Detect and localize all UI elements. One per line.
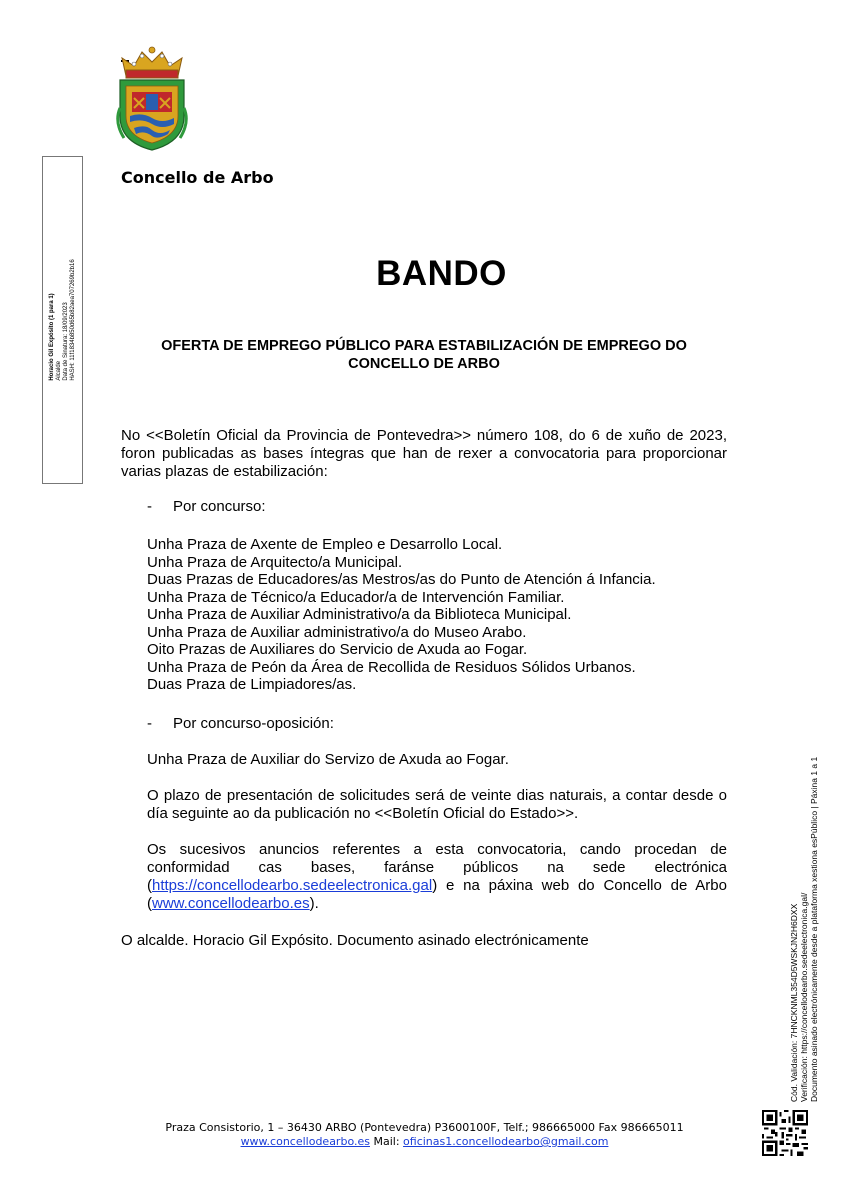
bullet-dash: -: [147, 715, 152, 732]
deadline-paragraph: O plazo de presentación de solicitudes será de veinte dias naturais, a contar desde o día seguinte ao da publicación no <<Boletín Oficial do Estado>>.: [147, 787, 727, 822]
list-item: Oito Prazas de Auxiliares do Servicio de Axuda ao Fogar.: [147, 641, 528, 658]
footer: [0, 1121, 849, 1149]
signature-stamp: [42, 156, 83, 484]
announcements-text: Os sucesivos anuncios referentes a esta convocatoria, cando procedan de conformidad cas bases, faránse públicos na sede electrónica (: [147, 841, 727, 894]
signer-name: Horacio Gil Expósito (1 para 1): [48, 293, 55, 381]
list-item: Duas Praza de Limpiadores/as.: [147, 676, 357, 693]
footer-mail-label: Mail:: [373, 1135, 400, 1148]
website-link[interactable]: www.concellodearbo.es: [152, 895, 310, 912]
section-label: Por concurso-oposición:: [173, 715, 334, 732]
footer-email-link[interactable]: oficinas1.concellodearbo@gmail.com: [403, 1135, 609, 1148]
coat-of-arms-icon: [112, 46, 192, 152]
signoff: O alcalde. Horacio Gil Expósito. Documento asinado electrónicamente: [121, 932, 589, 949]
list-item: Unha Praza de Técnico/a Educador/a de Intervención Familiar.: [147, 588, 565, 606]
footer-address: Praza Consistorio, 1 – 36430 ARBO (Pontevedra) P3600100F, Telf.; 986665000 Fax 986665011: [165, 1121, 684, 1134]
list-item: Unha Praza de Auxiliar Administrativo/a da Biblioteca Municipal.: [147, 606, 572, 623]
footer-web-link[interactable]: www.concellodearbo.es: [240, 1135, 370, 1148]
concurso-oposicion-positions-list: [147, 751, 727, 769]
validation-url: Verificación: https://concellodearbo.sedeelectronica.gal/: [799, 892, 809, 1102]
concurso-positions-list: [147, 536, 727, 694]
validation-platform: Documento asinado electrónicamente desde a plataforma xestiona esPúblico | Páxina 1 a 1: [809, 756, 819, 1102]
list-item: Unha Praza de Auxiliar administrativo/a do Museo Arabo.: [147, 623, 527, 641]
list-item: Duas Prazas de Educadores/as Mestros/as do Punto de Atención á Infancia.: [147, 571, 656, 588]
intro-paragraph: No <<Boletín Oficial da Provincia de Pontevedra>> número 108, do 6 de xuño de 2023, foron publicadas as bases íntegras que han de rexer a convocatoria para proporcionar varias plazas de estabilización:: [121, 427, 727, 480]
signer-role: Alcalde: [55, 360, 62, 381]
announcements-text-end: ).: [309, 895, 319, 912]
footer-contact: [0, 1135, 849, 1149]
list-item: Unha Praza de Axente de Empleo e Desarrollo Local.: [147, 536, 503, 553]
section-label: Por concurso:: [173, 498, 266, 515]
list-item: Unha Praza de Peón da Área de Recollida de Residuos Sólidos Urbanos.: [147, 658, 636, 676]
announcements-paragraph: [147, 841, 727, 913]
signature-hash: HASH: 11f1834b850d65b82aea707269b2b16: [69, 259, 76, 381]
list-item: Unha Praza de Auxiliar do Servizo de Axuda ao Fogar.: [147, 751, 509, 768]
announcements-text-middle: ) e na páxina web do Concello de Arbo (: [147, 877, 727, 912]
section-concurso-heading: [147, 498, 447, 516]
council-name: Concello de Arbo: [121, 168, 274, 187]
section-concurso-oposicion-heading: [147, 715, 447, 733]
document-title: BANDO: [376, 254, 507, 293]
list-item: Unha Praza de Arquitecto/a Municipal.: [147, 553, 403, 571]
document-subtitle: OFERTA DE EMPREGO PÚBLICO PARA ESTABILIZACIÓN DE EMPREGO DO CONCELLO DE ARBO: [161, 338, 687, 372]
validation-code: Cód. Validación: 7HNCKNML354D5WSKJN2H6DXX: [789, 903, 799, 1102]
signature-date: Data de Sinatura: 18/09/2023: [62, 302, 69, 381]
bullet-dash: -: [147, 498, 152, 515]
validation-info: [789, 757, 819, 1102]
sede-electronica-link[interactable]: https://concellodearbo.sedeelectronica.gal: [152, 877, 433, 894]
